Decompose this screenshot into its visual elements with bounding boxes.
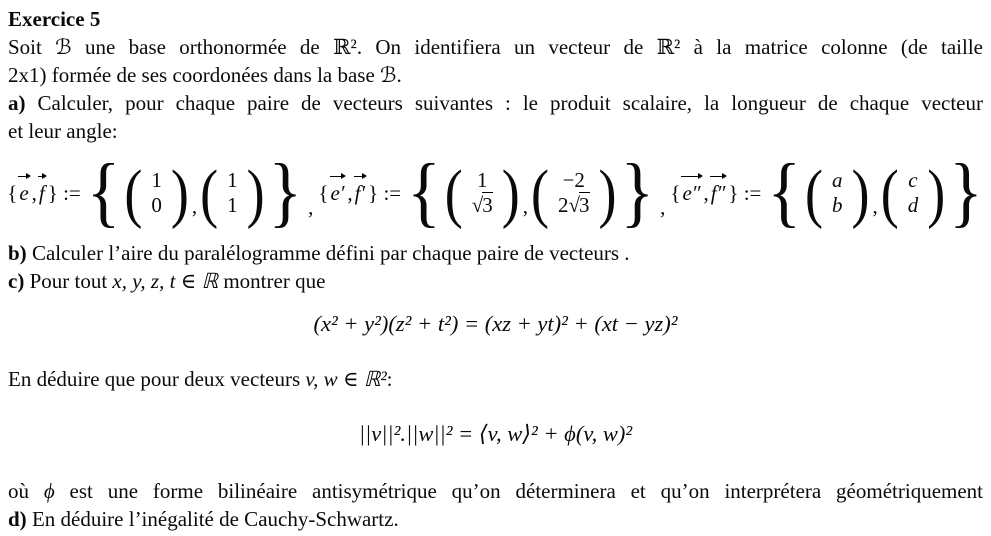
deduce-colon: : [386, 367, 393, 391]
part-a-label: a) [8, 91, 26, 115]
right-paren: ) [170, 156, 189, 230]
radical-sign: √ [568, 193, 580, 217]
intro-line-1: Soit ℬ une base orthonormée de ℝ². On identifiera un vecteur de ℝ² à la matrice colonne (de taille [8, 35, 983, 59]
part-c-text-pre: Pour tout [24, 269, 113, 293]
part-c-line [8, 267, 983, 295]
vector-e-dblprime [681, 179, 701, 207]
vector-e-dblprime-letter: e″ [682, 181, 701, 205]
matrix-cell: 0 [151, 193, 162, 217]
matrix-e-prime-column [463, 168, 502, 218]
part-d-label: d) [8, 507, 27, 531]
right-paren: ) [598, 156, 617, 230]
close-set-assign: } := [368, 181, 402, 205]
matrix-cd-column [899, 168, 928, 218]
part-a-line-2: et leur angle: [8, 119, 118, 143]
vector-e-prime-letter: e′ [330, 181, 345, 205]
left-paren: ( [530, 156, 549, 230]
part-d-line [8, 505, 983, 533]
left-paren: ( [804, 156, 823, 230]
matrix-cell: 1 [227, 168, 238, 192]
matrix-f [200, 156, 265, 230]
left-paren: ( [200, 156, 219, 230]
matrix-cell: b [831, 193, 843, 217]
close-set-assign: } := [728, 181, 762, 205]
matrix-cell-sqrt3 [472, 193, 493, 218]
vector-f [38, 179, 46, 207]
pair-group-3 [670, 149, 983, 236]
matrix-f-column [218, 168, 247, 218]
close-set-assign: } := [47, 181, 81, 205]
matrix-f-prime-column [549, 168, 599, 218]
part-b-label: b) [8, 241, 27, 265]
group-comma: , [308, 195, 314, 219]
phi-line [8, 477, 983, 505]
matrix-e [124, 156, 189, 230]
exercise-title: Exercice 5 [8, 7, 101, 31]
right-paren: ) [927, 156, 946, 230]
pair-group-2 [318, 149, 655, 236]
vector-f-prime [354, 179, 366, 207]
open-set-brace: { [318, 181, 329, 205]
name-comma: , [31, 181, 37, 205]
matrix-e-column [142, 168, 171, 218]
left-paren: ( [124, 156, 143, 230]
name-comma: , [703, 181, 709, 205]
name-comma: , [347, 181, 353, 205]
phi-text-pre: où [8, 479, 44, 503]
phi-symbol: ϕ [43, 479, 55, 503]
vector-f-letter: f [38, 181, 45, 205]
matrix-e-prime [444, 156, 520, 230]
part-a-line-1 [8, 89, 983, 117]
right-paren: ) [501, 156, 520, 230]
part-c-label: c) [8, 269, 25, 293]
pair-3-name [670, 179, 761, 207]
right-brace: } [620, 149, 655, 236]
matrix-cell: d [907, 193, 919, 217]
matrix-comma: , [872, 194, 878, 218]
part-d-text: En déduire l’inégalité de Cauchy-Schwartz. [26, 507, 399, 531]
part-b-text: Calculer l’aire du paralélogramme défini par chaque paire de vecteurs . [26, 241, 630, 265]
radicand: 3 [482, 193, 493, 217]
open-set-brace: { [670, 181, 681, 205]
right-brace: } [949, 149, 983, 236]
deduce-variables: v, w ∈ ℝ² [305, 367, 387, 391]
matrix-cell: 1 [151, 168, 162, 192]
left-brace: { [767, 149, 801, 236]
right-brace: } [268, 149, 303, 236]
matrix-cell: 1 [227, 193, 238, 217]
matrix-comma: , [522, 194, 528, 218]
matrix-cell: −2 [562, 168, 585, 192]
matrix-ab-column [823, 168, 852, 218]
part-c-variables: x, y, z, t ∈ ℝ [112, 269, 219, 293]
part-b-line [8, 239, 983, 267]
phi-text-post: est une forme bilinéaire antisymétrique qu’on déterminera et qu’on interprétera géométriquement [54, 479, 983, 503]
vector-e-letter: e [19, 181, 29, 205]
identity-equation: (x² + y²)(z² + t²) = (xz + yt)² + (xt − yz)² [313, 311, 678, 336]
part-a-text: Calculer, pour chaque paire de vecteurs suivantes : le produit scalaire, la longueur de chaque vecteur [25, 91, 983, 115]
left-brace: { [407, 149, 441, 236]
vector-e-prime [330, 179, 346, 207]
left-paren: ( [444, 156, 463, 230]
vector-f-dblprime-letter: f″ [710, 181, 726, 205]
pair-2-name [318, 179, 401, 207]
matrix-cell-2sqrt3 [558, 193, 590, 218]
coefficient: 2 [557, 193, 569, 217]
left-paren: ( [880, 156, 899, 230]
left-brace: { [86, 149, 121, 236]
matrix-cell: a [831, 168, 843, 192]
right-paren: ) [851, 156, 870, 230]
group-comma: , [660, 195, 666, 219]
open-set-brace: { [7, 181, 18, 205]
pair-group-1 [7, 149, 303, 236]
vector-pairs-display [8, 151, 983, 235]
right-paren: ) [246, 156, 265, 230]
matrix-ab [804, 156, 870, 230]
part-c-text-post: montrer que [218, 269, 326, 293]
deduce-line [8, 365, 983, 393]
intro-line-2: 2x1) formée de ses coordonées dans la base ℬ. [8, 63, 402, 87]
matrix-cell: c [908, 168, 918, 192]
matrix-f-prime [530, 156, 617, 230]
radicand: 3 [579, 193, 590, 217]
matrix-comma: , [191, 194, 198, 218]
matrix-cd [880, 156, 946, 230]
vector-e [18, 179, 29, 207]
matrix-cell: 1 [476, 168, 488, 192]
deduce-text-pre: En déduire que pour deux vecteurs [8, 367, 306, 391]
pair-1-name [7, 179, 81, 207]
vector-f-prime-letter: f′ [354, 181, 366, 205]
radical-sign: √ [471, 193, 484, 217]
vector-f-dblprime [710, 179, 727, 207]
norms-equation: ||v||².||w||² = ⟨v, w⟩² + ϕ(v, w)² [358, 421, 633, 446]
